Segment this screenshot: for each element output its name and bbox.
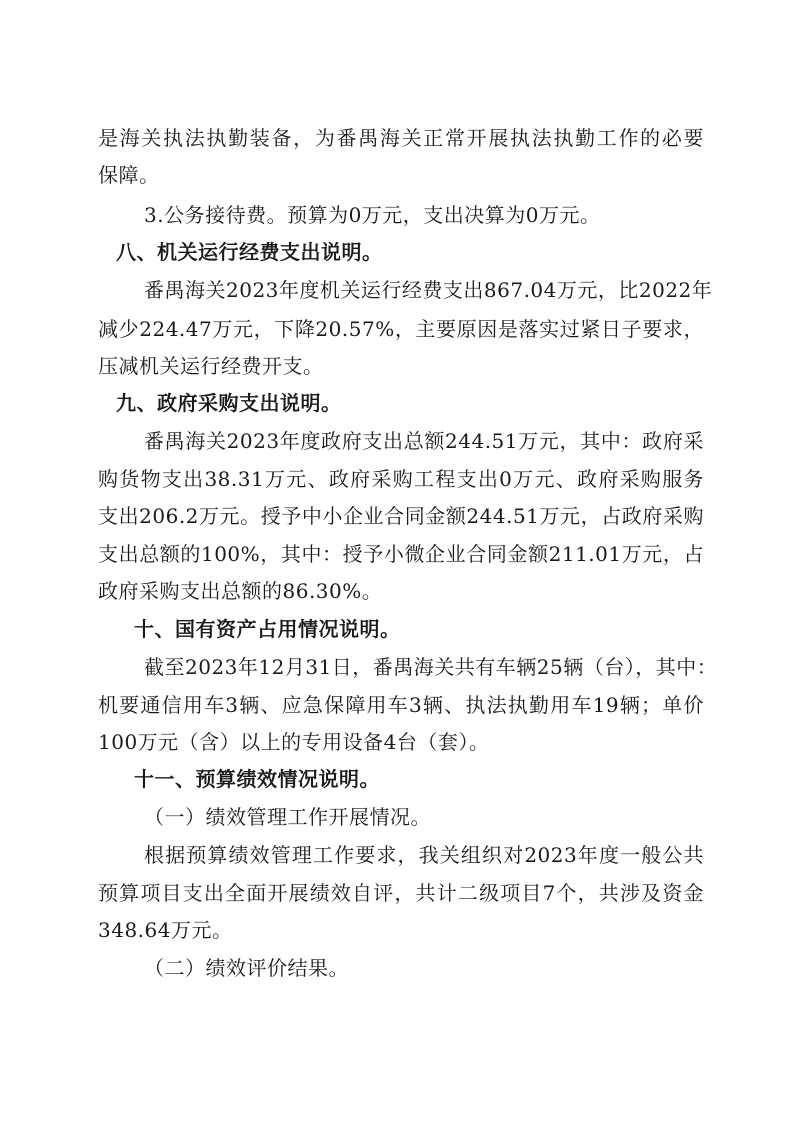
body-text-line: 根据预算绩效管理工作要求，我关组织对2023年度一般公共: [144, 843, 704, 867]
body-text-line: 压减机关运行经费开支。: [98, 354, 324, 378]
body-text-line: 保障。: [98, 163, 160, 187]
body-text-line: 预算项目支出全面开展绩效自评，共计二级项目7个，共涉及资金: [98, 881, 704, 905]
section-heading: 八、机关运行经费支出说明。: [116, 240, 383, 264]
body-text-line: 减少224.47万元，下降20.57%，主要原因是落实过紧日子要求，: [98, 317, 704, 341]
body-text-line: 政府采购支出总额的86.30%。: [98, 579, 383, 603]
body-text-line: 3.公务接待费。预算为0万元，支出决算为0万元。: [144, 203, 601, 227]
body-text-line: 番禺海关2023年度政府支出总额244.51万元，其中：政府采: [144, 429, 704, 453]
body-text-line: 机要通信用车3辆、应急保障用车3辆、执法执勤用车19辆；单价: [98, 693, 704, 717]
subsection-heading: （一）绩效管理工作开展情况。: [144, 805, 431, 829]
body-text-line: 支出总额的100%，其中：授予小微企业合同金额211.01万元，占: [98, 542, 704, 566]
body-text-line: 支出206.2万元。授予中小企业合同金额244.51万元，占政府采购: [98, 504, 704, 528]
body-text-line: 截至2023年12月31日，番禺海关共有车辆25辆（台），其中：: [144, 655, 718, 679]
section-heading: 十一、预算绩效情况说明。: [134, 767, 380, 791]
body-text-line: 购货物支出38.31万元、政府采购工程支出0万元、政府采购服务: [98, 467, 704, 491]
section-heading: 十、国有资产占用情况说明。: [134, 617, 401, 641]
subsection-heading: （二）绩效评价结果。: [144, 956, 349, 980]
body-text-line: 番禺海关2023年度机关运行经费支出867.04万元，比2022年: [144, 278, 713, 302]
section-heading: 九、政府采购支出说明。: [116, 391, 342, 415]
body-text-line: 348.64万元。: [98, 918, 233, 942]
body-text-line: 是海关执法执勤装备，为番禺海关正常开展执法执勤工作的必要: [98, 126, 704, 150]
body-text-line: 100万元（含）以上的专用设备4台（套）。: [98, 730, 490, 754]
